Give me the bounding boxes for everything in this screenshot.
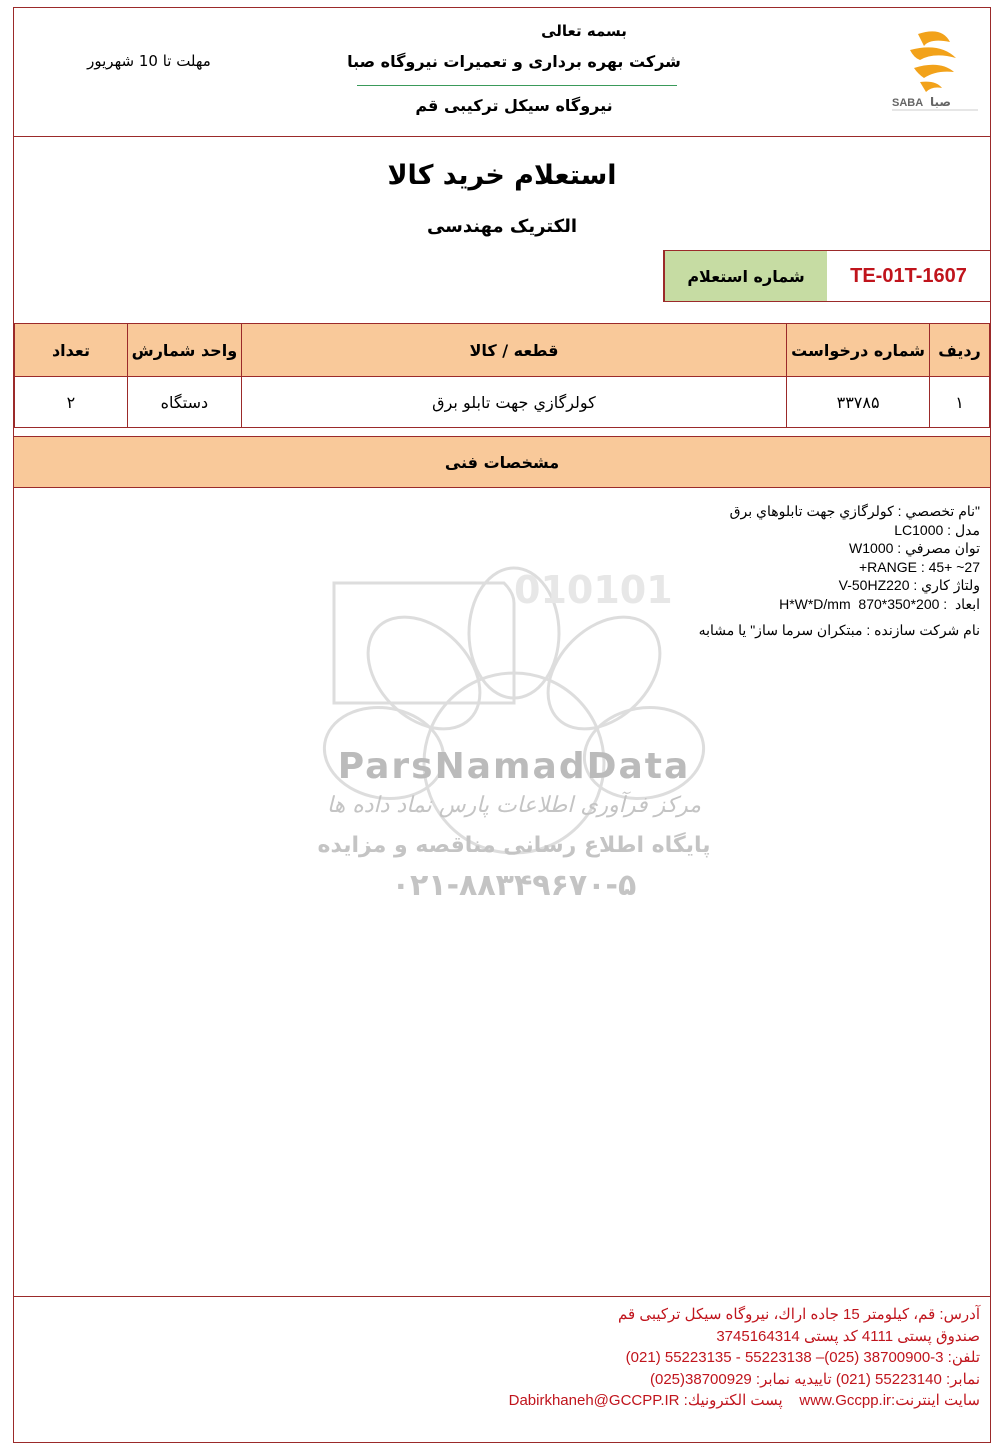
document-title: استعلام خرید کالا [387,160,617,191]
inquiry-number: TE-01T-1607 [850,264,967,287]
watermark-phone: ۰۲۱-۸۸۳۴۹۶۷۰-۵ [391,868,637,903]
col-request-header: شماره درخواست [787,324,930,377]
spec-line: "نام تخصصي : كولرگازي جهت تابلوهاي برق [729,503,980,519]
footer-web-email: سایت اینترنت:www.Gccpp.ir پست الکترونیك: Dabirkhaneh@GCCPP.IR [508,1392,980,1409]
spec-line: توان مصرفي : W1000 [849,540,980,556]
spec-line: RANGE : 45+ ~27+ [858,558,980,575]
saba-logo-icon [890,24,985,119]
spec-line: ابعاد : 200*350*870 H*W*D/mm [779,595,980,612]
footer-fax: نمابر: 55223140 (021) تاییدیه نمابر: 38700929(025) [649,1370,980,1388]
spec-line: نام شركت سازنده : مبتكران سرما ساز" یا مشابه [698,622,980,638]
svg-text:SABA: SABA [892,97,924,109]
deadline-text: مهلت تا 10 شهریور [87,52,211,70]
col-qty-header: تعداد [15,324,128,377]
footer-contact [29,1304,980,1412]
company-underline [357,85,677,86]
inquiry-label: شماره استعلام [664,251,827,301]
spec-line [29,613,980,621]
table-row [15,377,990,428]
col-unit-header: واحد شمارش [127,324,241,377]
inquiry-number-box [663,250,991,302]
watermark-line2: پایگاه اطلاع رسانی مناقصه و مزایده [317,833,711,858]
spec-line: ولتاژ كاري : V-50HZ220 [838,577,980,593]
items-table [14,323,990,428]
watermark-line1: مرکز فرآوری اطلاعات پارس نماد داده ها [326,793,702,818]
cell-goods: كولرگازي جهت تابلو برق [241,377,786,428]
footer-postbox: صندوق پستی 4111 کد پستی 3745164314 [716,1327,980,1345]
specs-heading: مشخصات فنی [14,436,990,488]
company-name: شرکت بهره برداری و تعمیرات نیروگاه صبا [347,52,681,71]
footer-address: آدرس: قم، کیلومتر 15 جاده اراك، نیروگاه سیکل ترکیبی قم [618,1306,980,1323]
bismillah-heading: بسمه تعالی [541,22,627,40]
document-page [13,7,991,1443]
specs-body [29,502,980,640]
col-goods-header: قطعه / کالا [241,324,786,377]
svg-text:صبا: صبا [930,95,951,109]
cell-quantity: ۲ [15,377,128,428]
footer-phone: تلفن: 3-38700900 (025)– 55223138 - 55223135 (021) [625,1349,980,1366]
header-divider [14,136,990,137]
plant-name: نیروگاه سیکل ترکیبی قم [415,96,613,115]
footer-divider [14,1296,990,1297]
col-row-header: ردیف [930,324,990,377]
department-name: الکتریک مهندسی [426,216,578,237]
watermark-brand: ParsNamadData [337,746,691,787]
cell-unit: دستگاه [127,377,241,428]
watermark-digits: 010101 [514,568,673,612]
spec-line: مدل : LC1000 [894,521,980,538]
table-header-row [15,324,990,377]
cell-request-number: ۳۳۷۸۵ [787,377,930,428]
cell-row-number: ۱ [930,377,990,428]
